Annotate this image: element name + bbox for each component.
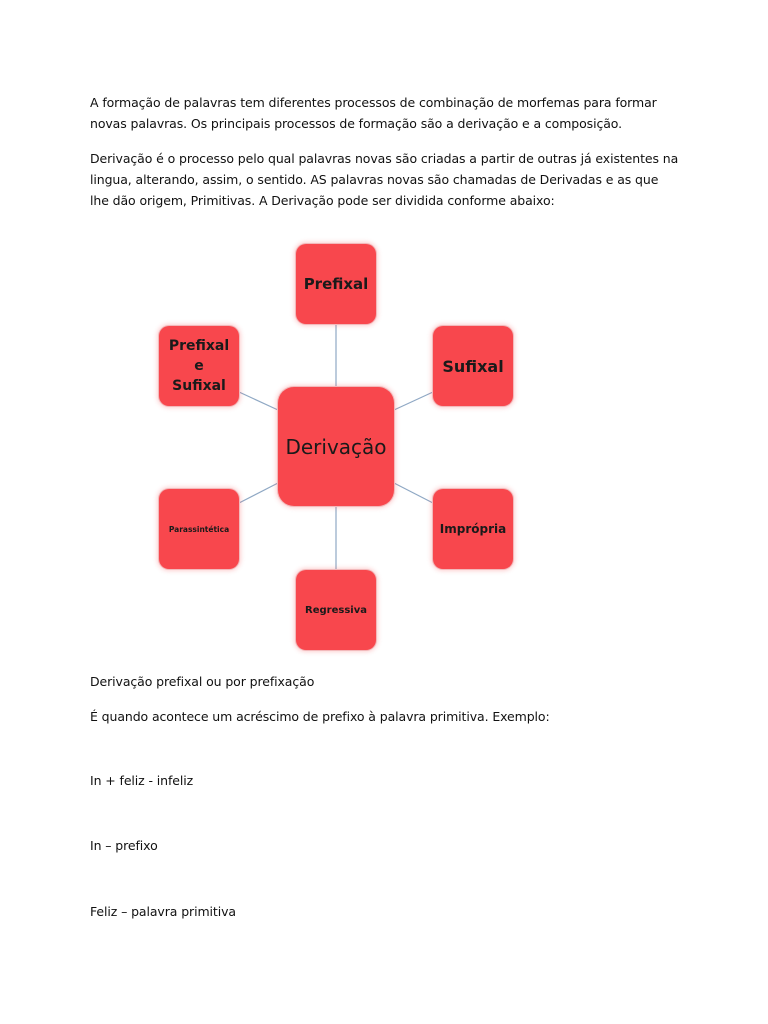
prefixal-definition: É quando acontece um acréscimo de prefixo à palavra primitiva. Exemplo: [90,709,550,724]
connector-bottom-right [394,483,433,503]
node-prefixal-label: Prefixal [303,275,369,293]
example-formula: In + feliz - infeliz [90,773,194,788]
node-parassintetica-label: Parassintética [168,524,230,534]
node-regressiva [296,570,376,650]
intro-paragraph: A formação de palavras tem diferentes processos de combinação de morfemas para formar novas palavras. Os principais processos de formação são a derivação e a composição. [90,95,657,131]
node-impropria-label: Imprópria [439,522,507,536]
node-impropria [433,489,513,569]
node-tl-line2: e [194,358,204,374]
connector-top-left [239,392,278,410]
node-sufixal [433,326,513,406]
example-primitive: Feliz – palavra primitiva [90,904,236,919]
connector-top-right [394,392,433,410]
example-prefix: In – prefixo [90,838,158,853]
node-tl-line3: Sufixal [172,378,226,394]
node-tl-line1: Prefixal [168,338,230,354]
node-prefixal-e-sufixal-label [169,336,229,396]
connector-bottom-left [239,483,278,503]
derivation-paragraph: Derivação é o processo pelo qual palavras novas são criadas a partir de outras já existentes na lingua, alterando, assim, o sentido. AS palavras novas são chamadas de Derivadas e as que lhe dão origem, Primitivas. A Derivação pode ser dividida conforme abaixo: [90,151,679,208]
section-heading-prefixal: Derivação prefixal ou por prefixação [90,674,315,689]
node-derivacao-label: Derivação [285,434,387,459]
node-parassintetica [159,489,239,569]
node-prefixal-e-sufixal [159,326,239,406]
node-derivacao [278,387,394,506]
node-prefixal [296,244,376,324]
node-sufixal-label: Sufixal [442,356,504,376]
node-regressiva-label: Regressiva [305,604,367,616]
